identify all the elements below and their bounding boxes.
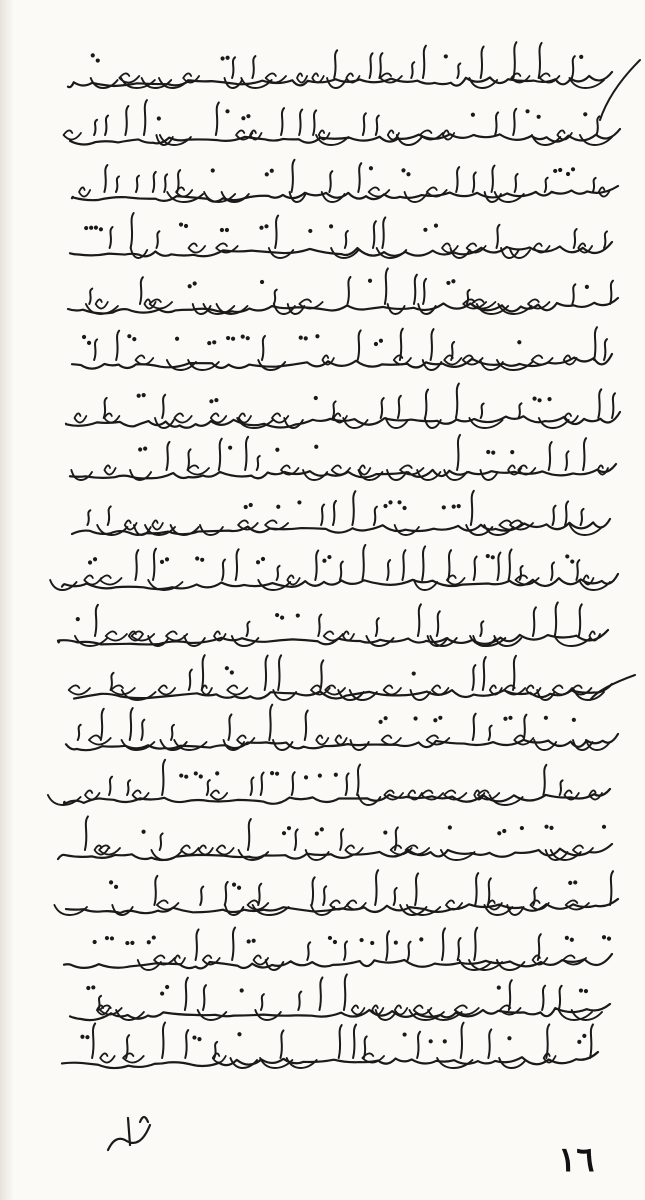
manuscript-line xyxy=(58,816,612,860)
manuscript-line xyxy=(68,42,612,88)
manuscript-line xyxy=(70,974,610,1020)
manuscript-line xyxy=(62,1023,598,1069)
margin-note xyxy=(600,60,640,120)
manuscript-line xyxy=(70,435,616,480)
manuscript-line xyxy=(48,760,610,805)
margin-note xyxy=(590,675,635,700)
manuscript-line xyxy=(72,327,612,370)
manuscript-line xyxy=(70,213,612,258)
manuscript-line xyxy=(64,100,620,145)
manuscript-line xyxy=(72,491,610,535)
folio-number: ١٦ xyxy=(558,1140,595,1180)
manuscript-line xyxy=(66,384,620,428)
manuscript-line xyxy=(72,160,618,202)
manuscript-line xyxy=(54,870,618,915)
manuscript-line xyxy=(66,705,618,751)
manuscript-line xyxy=(64,928,612,970)
manuscript-line xyxy=(50,545,618,590)
manuscript-line xyxy=(58,602,608,646)
signature-mark xyxy=(108,1117,150,1150)
manuscript-line xyxy=(69,655,612,700)
manuscript-line xyxy=(68,268,618,314)
